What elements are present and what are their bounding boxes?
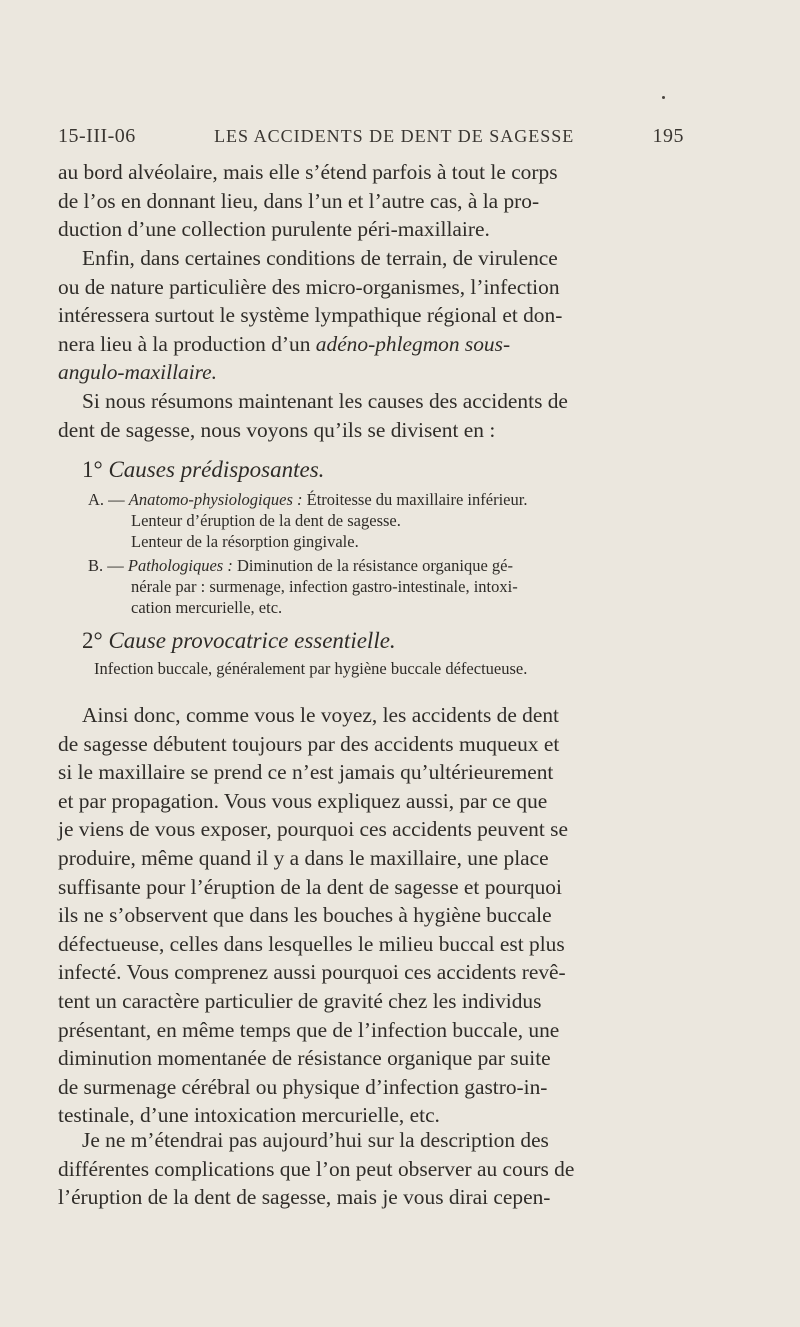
item-prefix: B. — [88,556,124,575]
causes-summary [58,455,684,679]
item-a-line: Lenteur d’éruption de la dent de sagesse. [131,511,401,530]
item-label: Pathologiques : [127,556,233,575]
text-line: produire, même quand il y a dans le maxillaire, une place [58,845,549,870]
paragraph-4 [58,701,684,1130]
text-line: infecté. Vous comprenez aussi pourquoi ces accidents revê- [58,960,566,985]
paragraph-5 [58,1126,684,1212]
heading-number: 2° [82,628,103,653]
text-line: diminution momentanée de résistance organique par suite [58,1046,551,1071]
text-line: Si nous résumons maintenant les causes des accidents de [82,389,568,413]
text-line: Je ne m’étendrai pas aujourd’hui sur la description des [82,1128,549,1152]
text-line: ou de nature particulière des micro-organismes, l’infection [58,274,560,299]
text-line: de l’os en donnant lieu, dans l’un et l’autre cas, à la pro- [58,188,540,213]
text-line: défectueuse, celles dans lesquelles le milieu buccal est plus [58,931,565,956]
item-a [58,489,684,510]
item-label: Anatomo-physiologiques : [128,490,303,509]
text-line: présentant, en même temps que de l’infection buccale, une [58,1017,560,1042]
text-line: testinale, d’une intoxication mercurielle, etc. [58,1103,440,1128]
print-speck [662,96,665,99]
heading-predisposing [58,455,684,485]
item-b-line: cation mercurielle, etc. [131,598,283,617]
text-line: de sagesse débutent toujours par des accidents muqueux et [58,731,560,756]
text-line: tent un caractère particulier de gravité chez les individus [58,988,542,1013]
text-line: Enfin, dans certaines conditions de terrain, de virulence [82,246,558,270]
text-line: dent de sagesse, nous voyons qu’ils se divisent en : [58,417,496,442]
page-number: 195 [652,125,684,147]
heading-number: 1° [82,457,103,482]
item-a-line: Lenteur de la résorption gingivale. [131,532,359,551]
italic-term-line: angulo-maxillaire. [58,360,218,385]
text-line: de surmenage cérébral ou physique d’infection gastro-in- [58,1074,548,1099]
heading-label: Cause provocatrice essentielle. [108,628,396,653]
paragraph-1 [58,158,684,244]
heading-label: Causes prédisposantes. [108,457,325,482]
text-line: intéressera surtout le système lympathique régional et don- [58,303,563,328]
item-b-line: nérale par : surmenage, infection gastro-intestinale, intoxi- [131,577,518,596]
item-b [58,555,684,576]
text-line: suffisante pour l’éruption de la dent de sagesse et pourquoi [58,874,562,899]
text-line: et par propagation. Vous vous expliquez aussi, par ce que [58,788,548,813]
text-line: duction d’une collection purulente péri-maxillaire. [58,217,490,242]
paragraph-2 [58,244,684,387]
text-line: si le maxillaire se prend ce n’est jamais qu’ultérieurement [58,760,554,785]
text-line: Ainsi donc, comme vous le voyez, les accidents de dent [82,703,559,727]
item-infection: Infection buccale, généralement par hygiène buccale défectueuse. [94,659,528,678]
header-date: 15-III-06 [58,125,136,147]
heading-provoking [58,626,684,656]
text-span: nera lieu à la production d’un [58,331,311,356]
text-line: l’éruption de la dent de sagesse, mais je vous dirai cepen- [58,1185,551,1210]
running-header [58,125,684,148]
header-title: LES ACCIDENTS DE DENT DE SAGESSE [214,126,575,146]
italic-term: adéno-phlegmon sous- [315,331,511,356]
item-prefix: A. — [88,490,125,509]
item-text: Étroitesse du maxillaire inférieur. [306,490,528,509]
text-line: ils ne s’observent que dans les bouches à hygiène buccale [58,903,552,928]
item-text: Diminution de la résistance organique gé- [236,556,513,575]
text-line: différentes complications que l’on peut observer au cours de [58,1156,575,1181]
text-line [58,330,684,359]
text-line: au bord alvéolaire, mais elle s’étend parfois à tout le corps [58,160,558,184]
paragraph-3 [58,387,684,444]
text-line: je viens de vous exposer, pourquoi ces accidents peuvent se [58,817,568,842]
